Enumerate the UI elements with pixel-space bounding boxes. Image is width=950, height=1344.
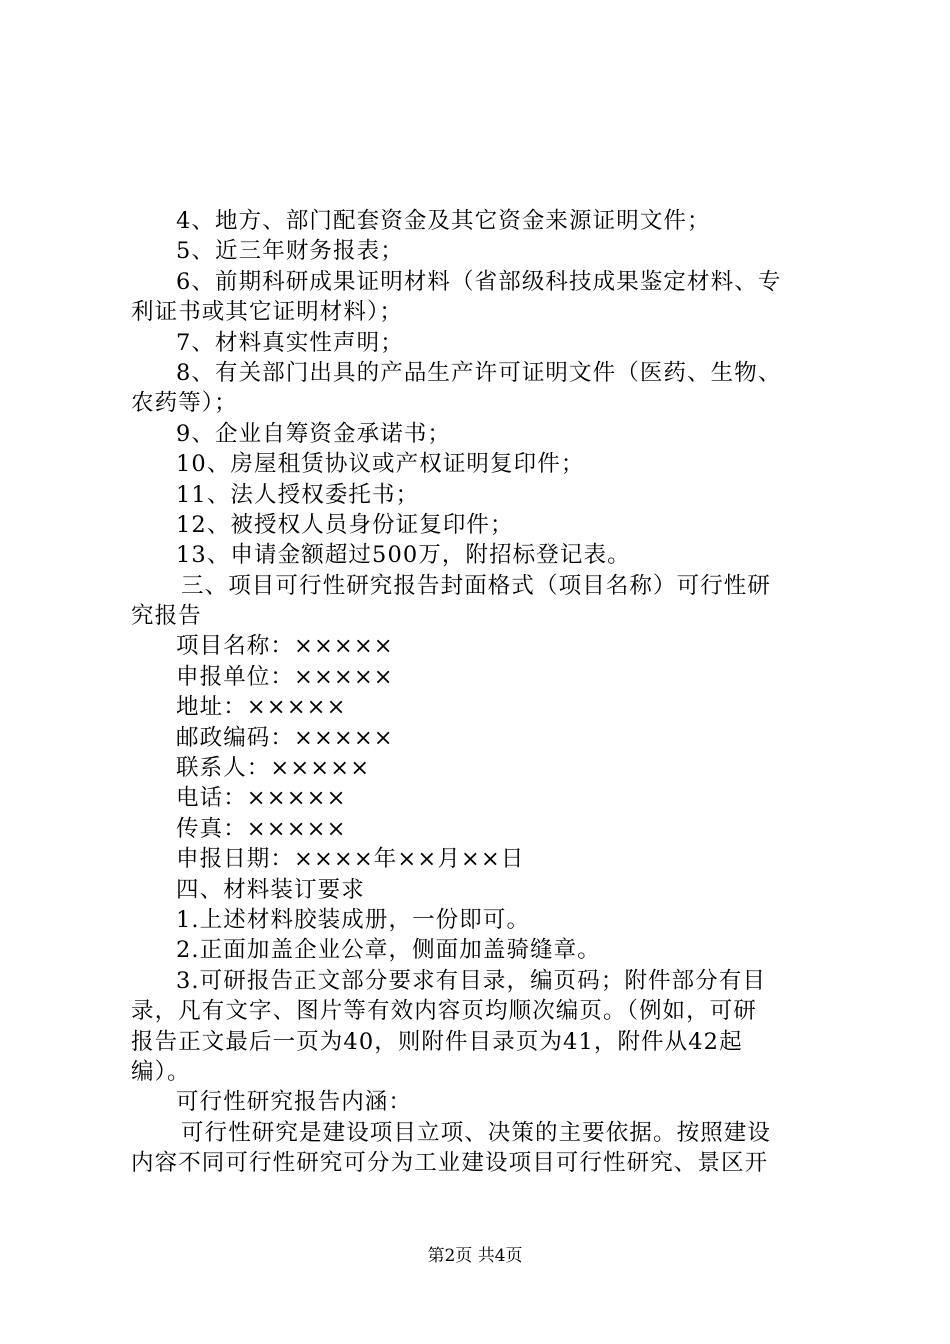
text-line: 农药等）； — [131, 390, 238, 417]
body-text — [131, 206, 831, 1179]
text-line: 申报单位：××××× — [176, 663, 394, 690]
text-line: 8、有关部门出具的产品生产许可证明文件（医药、生物、 — [176, 359, 782, 386]
text-line: 项目名称：××××× — [176, 633, 394, 660]
text-line: 传真：××××× — [176, 815, 347, 842]
text-line: 邮政编码：××××× — [176, 724, 394, 751]
text-line: 6、前期科研成果证明材料（省部级科技成果鉴定材料、专 — [176, 268, 782, 295]
text-line: 11、法人授权委托书； — [176, 481, 420, 508]
text-line: 编）。 — [131, 1058, 191, 1085]
text-line: 报告正文最后一页为40，则附件目录页为41，附件从42起 — [131, 1028, 743, 1055]
text-line: 利证书或其它证明材料）； — [131, 299, 403, 326]
text-line: 可行性研究是建设项目立项、决策的主要依据。按照建设 — [181, 1119, 772, 1146]
text-line: 究报告 — [131, 603, 202, 630]
text-line: 内容不同可行性研究可分为工业建设项目可行性研究、景区开 — [131, 1150, 769, 1177]
text-line: 7、材料真实性声明； — [176, 329, 404, 356]
text-line: 可行性研究报告内涵： — [176, 1089, 413, 1116]
page-number-footer: 第2页 共4页 — [427, 1246, 523, 1266]
text-line: 5、近三年财务报表； — [176, 238, 404, 265]
text-line: 地址：××××× — [176, 694, 347, 721]
text-line: 12、被授权人员身份证复印件； — [176, 511, 514, 538]
text-line: 三、项目可行性研究报告封面格式（项目名称）可行性研 — [181, 572, 772, 599]
text-line: 电话：××××× — [176, 785, 347, 812]
text-line: 13、申请金额超过500万，附招标登记表。 — [176, 542, 631, 569]
text-line: 2.正面加盖企业公章，侧面加盖骑缝章。 — [176, 937, 601, 964]
text-line: 4、地方、部门配套资金及其它资金来源证明文件； — [176, 208, 711, 234]
text-line: 申报日期：××××年××月××日 — [176, 846, 525, 873]
text-line: 联系人：××××× — [176, 755, 371, 782]
text-line: 9、企业自筹资金承诺书； — [176, 420, 452, 447]
text-line: 四、材料装订要求 — [176, 876, 365, 903]
text-line: 10、房屋租赁协议或产权证明复印件； — [176, 451, 585, 478]
text-line: 3.可研报告正文部分要求有目录，编页码；附件部分有目 — [176, 967, 767, 994]
text-line: 录，凡有文字、图片等有效内容页均顺次编页。（例如，可研 — [131, 998, 757, 1025]
text-line: 1.上述材料胶装成册，一份即可。 — [176, 906, 531, 933]
